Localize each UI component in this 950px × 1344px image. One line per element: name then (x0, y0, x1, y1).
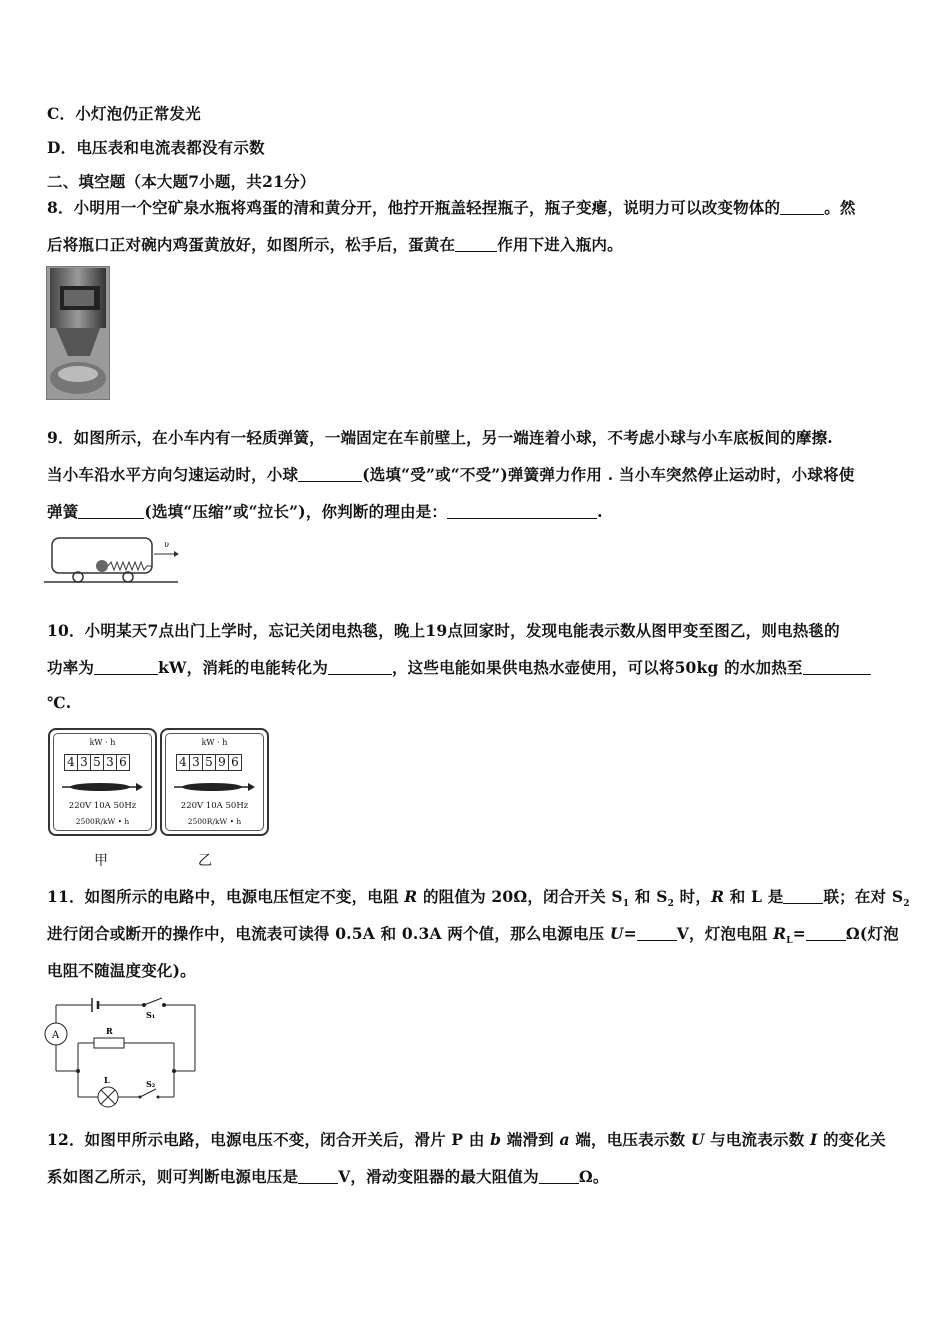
q9-line2: 当小车沿水平方向匀速运动时，小球 (选填“受”或“不受”)弹簧弹力作用 . 当小车突然停止运动时，小球将使 (47, 465, 855, 484)
lamp-label: L (104, 1075, 110, 1085)
switch-s1-label: S₁ (146, 1010, 156, 1020)
meter-unit: kW · h (201, 738, 228, 747)
q8-blank-1[interactable] (780, 199, 824, 216)
ammeter-label: A (52, 1030, 60, 1041)
q12-blank-1[interactable] (298, 1168, 338, 1185)
meter-spec: 220V 10A 50Hz (68, 801, 137, 811)
meter-rev: 2500R/kW • h (75, 817, 130, 826)
q8-line1: 8．小明用一个空矿泉水瓶将鸡蛋的清和黄分开，他拧开瓶盖轻捏瓶子，瓶子变瘪，说明力可以改变物体的 。然 (47, 198, 856, 217)
cart-spring-figure (44, 535, 184, 587)
q12-blank-2[interactable] (539, 1168, 579, 1185)
q11-line3: 电阻不随温度变化)。 (47, 961, 196, 980)
meter-rev: 2500R/kW • h (187, 817, 242, 826)
meter-jia (48, 728, 157, 836)
q9-line3: 弹簧 (选填“压缩”或“拉长”)，你判断的理由是： . (47, 502, 603, 521)
meter-unit: kW · h (89, 738, 116, 747)
q10-line2: 功率为 kW，消耗的电能转化为 ，这些电能如果供电热水壶使用，可以将50kg 的水加热至 (47, 656, 871, 678)
q10-blank-1[interactable] (94, 659, 158, 676)
q9-line1: 9．如图所示，在小车内有一轻质弹簧，一端固定在车前壁上，另一端连着小球，不考虑小球与小车底板间的摩擦. (47, 428, 833, 447)
meter-disc-icon (60, 780, 144, 794)
q8-blank-2[interactable] (455, 236, 497, 253)
q8-line2: 后将瓶口正对碗内鸡蛋黄放好，如图所示，松手后，蛋黄在 作用下进入瓶内。 (47, 235, 623, 254)
q10-blank-3[interactable] (803, 659, 871, 676)
meter-digits: 4 3 5 9 6 (176, 754, 242, 771)
caption-jia: 甲 (94, 853, 108, 869)
velocity-label: υ (164, 540, 169, 549)
q12-line2: 系如图乙所示，则可判断电源电压是 V，滑动变阻器的最大阻值为 Ω。 (47, 1167, 609, 1186)
bottle-egg-photo (46, 266, 110, 400)
caption-yi: 乙 (198, 853, 212, 869)
q10-line3: ℃. (47, 693, 72, 712)
q11-blank-1[interactable] (783, 888, 823, 905)
circuit-figure (44, 993, 200, 1108)
meter-digits: 4 3 5 3 6 (64, 754, 130, 771)
q11-line2: 进行闭合或断开的操作中，电流表可读得 0.5A 和 0.3A 两个值，那么电源电压 U= V，灯泡电阻 $R_L= \Omega$(灯泡 (47, 924, 899, 947)
q10-blank-2[interactable] (328, 659, 392, 676)
q9-blank-2[interactable] (78, 503, 144, 520)
meter-yi (160, 728, 269, 836)
q12-line1: 12．如图甲所示电路，电源电压不变，闭合开关后，滑片 P 由 b 端滑到 a 端，电压表示数 U 与电流表示数 I 的变化关 (47, 1130, 886, 1149)
section-heading: 二、填空题（本大题7小题，共21分） (47, 172, 316, 191)
q10-line1: 10．小明某天7点出门上学时，忘记关闭电热毯，晚上19点回家时，发现电能表示数从图甲变至图乙，则电热毯的 (47, 621, 840, 640)
q11-line1: 11．如图所示的电路中，电源电压恒定不变，电阻 R 的阻值为 20Ω，闭合开关 $S_1$ 和 $S_2$ 时，R 和 L 是 联；在对 $S_2$ (47, 887, 910, 910)
q9-blank-3[interactable] (447, 503, 597, 520)
q11-blank-3[interactable] (806, 925, 846, 942)
q11-blank-2[interactable] (637, 925, 677, 942)
meter-spec: 220V 10A 50Hz (180, 801, 249, 811)
option-d: D．电压表和电流表都没有示数 (47, 138, 265, 157)
option-c: C．小灯泡仍正常发光 (47, 104, 201, 123)
switch-s2-label: S₂ (146, 1079, 156, 1089)
q9-blank-1[interactable] (298, 466, 362, 483)
meter-disc-icon (172, 780, 256, 794)
resistor-label: R (106, 1026, 113, 1036)
